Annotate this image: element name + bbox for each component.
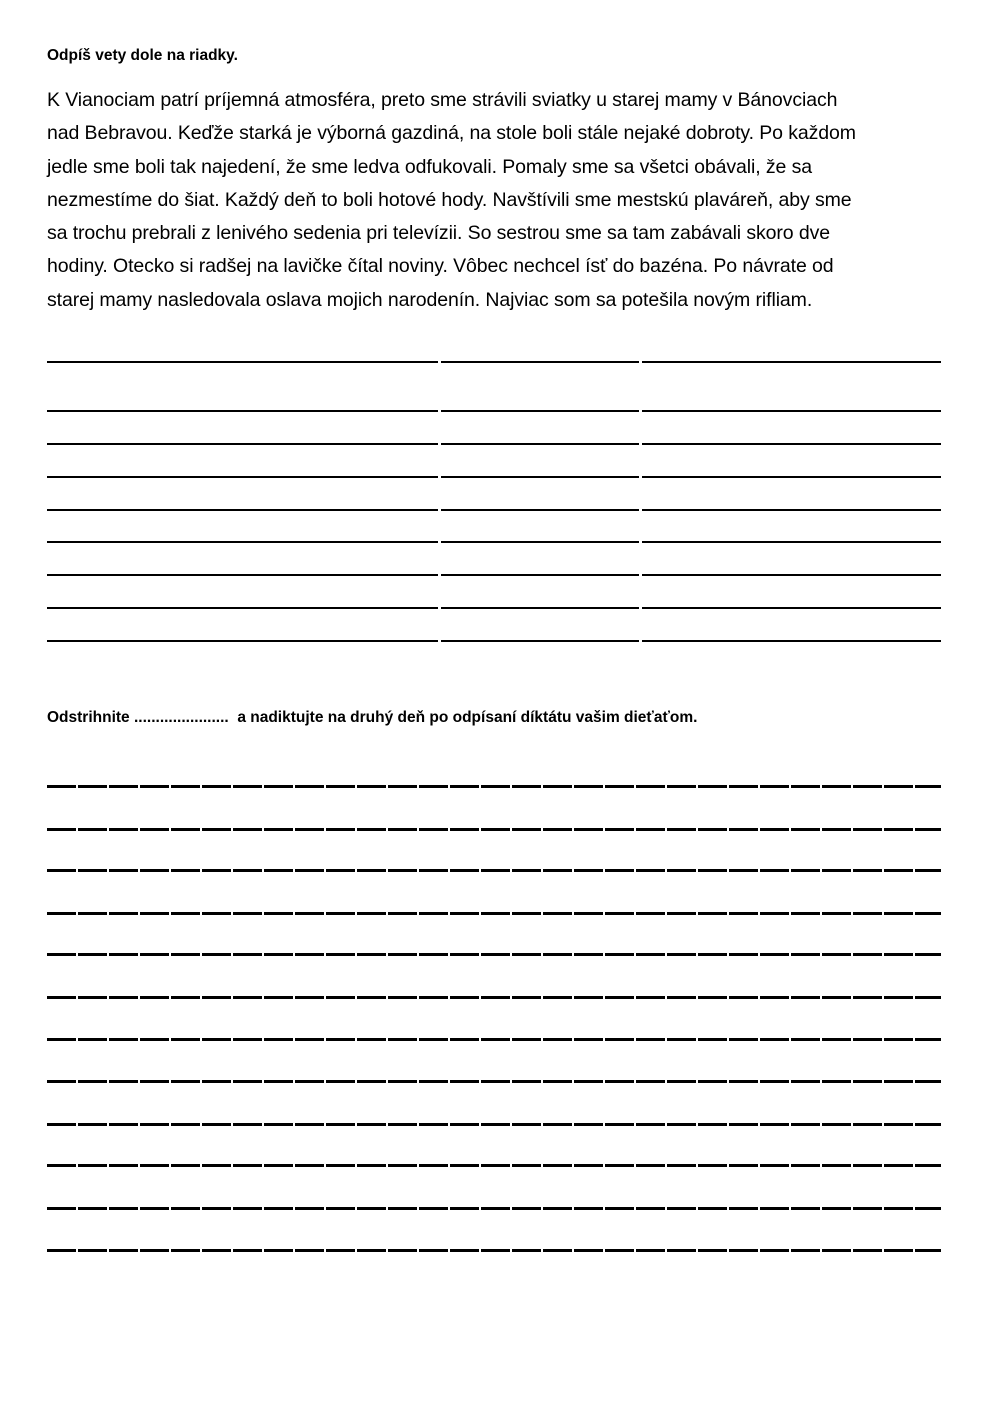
writing-line <box>47 509 941 511</box>
dictation-text-line: K Vianociam patrí príjemná atmosféra, preto sme strávili sviatky u starej mamy v Bánovciach <box>47 89 838 111</box>
dictation-writing-line <box>47 869 941 872</box>
dictation-writing-line <box>47 953 941 956</box>
dictation-writing-line <box>47 1164 941 1167</box>
dictation-writing-line <box>47 1207 941 1210</box>
writing-line <box>47 640 941 642</box>
writing-line <box>47 607 941 609</box>
writing-line <box>47 541 941 543</box>
dictation-writing-line <box>47 912 941 915</box>
task-heading: Odpíš vety dole na riadky. <box>47 47 238 64</box>
writing-line <box>47 443 941 445</box>
dictation-writing-line <box>47 996 941 999</box>
writing-line <box>47 476 941 478</box>
dictation-text-line: hodiny. Otecko si radšej na lavičke čítal noviny. Vôbec nechcel ísť do bazéna. Po návrate od <box>47 255 834 278</box>
cut-instruction: Odstrihnite ...................... a nadiktujte na druhý deň po odpísaní díktátu vašim dieťaťom. <box>47 709 698 726</box>
dictation-writing-line <box>47 1080 941 1083</box>
dictation-text-line: sa trochu prebrali z lenivého sedenia pri televízii. So sestrou sme sa tam zabávali skoro dve <box>47 222 831 245</box>
dictation-writing-line <box>47 1123 941 1126</box>
dictation-text <box>47 84 856 317</box>
writing-line <box>47 361 941 363</box>
dictation-text-line: nad Bebravou. Keďže starká je výborná gazdiná, na stole boli stále nejaké dobroty. Po každom <box>47 122 856 145</box>
dictation-writing-line <box>47 785 941 788</box>
dictation-writing-line <box>47 828 941 831</box>
writing-line <box>47 574 941 576</box>
dictation-text-line: starej mamy nasledovala oslava mojich narodenín. Najviac som sa potešila novým rifliam. <box>47 288 813 311</box>
dictation-writing-line <box>47 1249 941 1252</box>
writing-line <box>47 410 941 412</box>
dictation-text-line: nezmestíme do šiat. Každý deň to boli hotové hody. Navštívili sme mestskú plaváreň, aby sme <box>47 188 852 211</box>
dictation-writing-line <box>47 1038 941 1041</box>
dictation-text-line: jedle sme boli tak najedení, že sme ledva odfukovali. Pomaly sme sa všetci obávali, že sa <box>47 155 812 178</box>
